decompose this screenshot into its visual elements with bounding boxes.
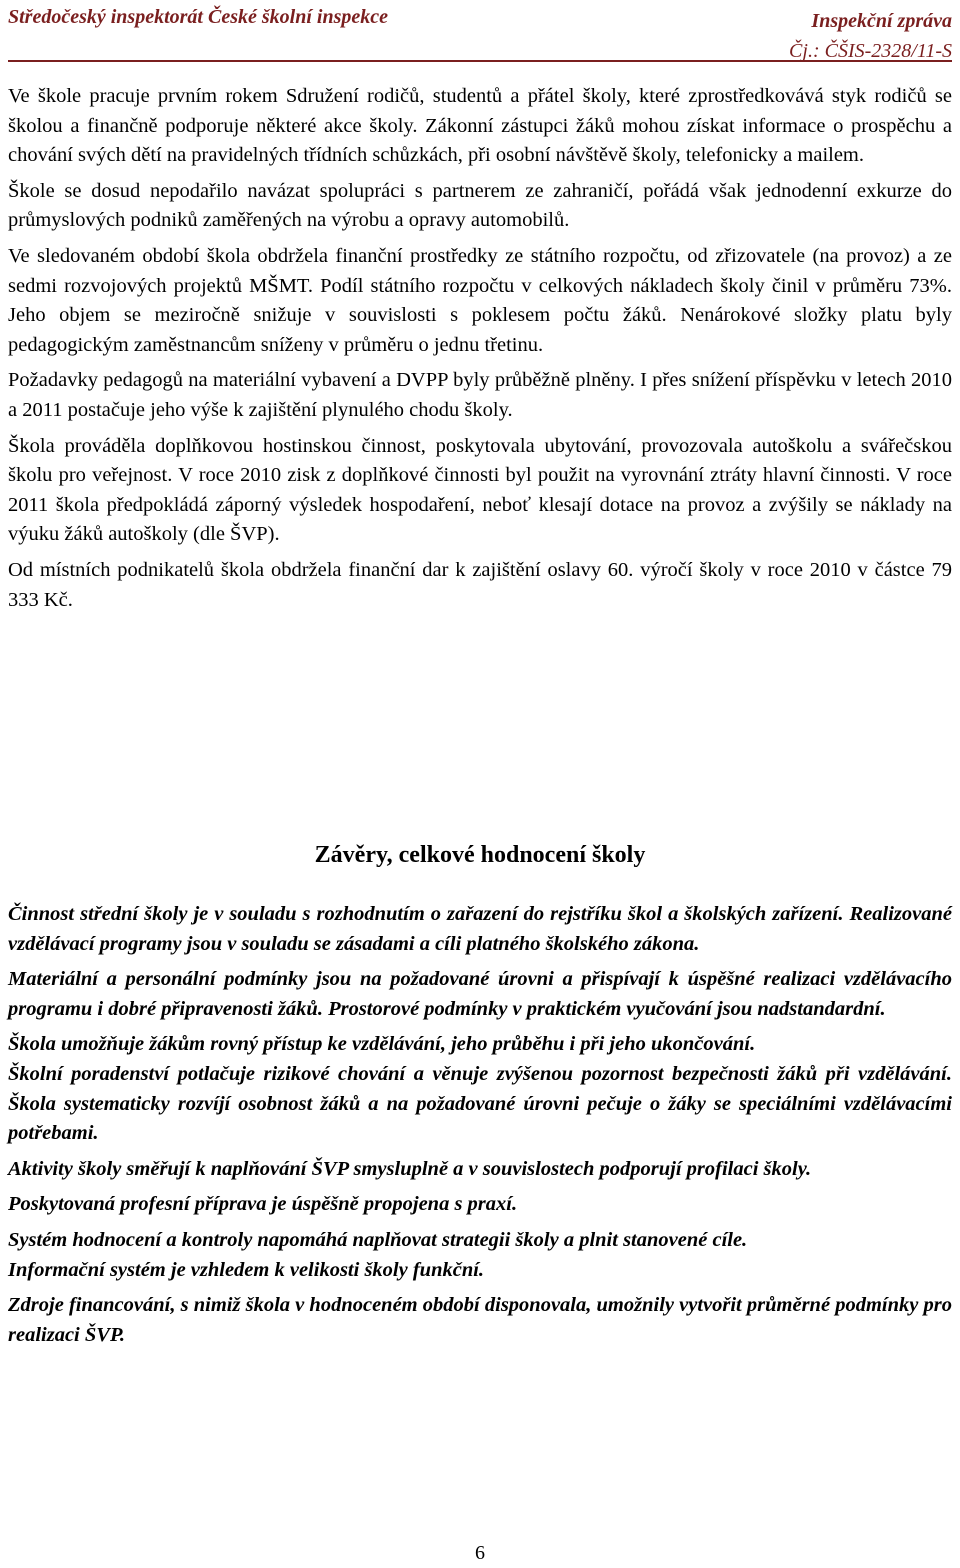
conclusions-heading: Závěry, celkové hodnocení školy — [314, 842, 646, 868]
paragraph-donation: Od místních podnikatelů škola obdržela finanční dar k zajištění oslavy 60. výročí školy v roce 2010 v částce 79 333 Kč. — [8, 558, 952, 611]
paragraph-financing: Ve sledovaném období škola obdržela finanční prostředky ze státního rozpočtu, od zřizovatele (na provoz) a ze sedmi rozvojových projektů MŠMT. Podíl státního rozpočtu v celkových nákladech školy činil v průměru 73%. Jeho objem se meziročně snižuje v souvislosti s poklesem počtu žáků. Nenárokové složky platu byly pedagogickým zaměstnancům sníženy v průměru o jednu třetinu. — [8, 244, 952, 356]
conclusion-item: Zdroje financování, s nimiž škola v hodnoceném období disponovala, umožnily vytvořit průměrné podmínky pro realizaci ŠVP. — [8, 1294, 952, 1346]
page-number: 6 — [475, 1542, 485, 1564]
header-reference-number: Čj.: ČŠIS-2328/11-S — [789, 40, 952, 62]
conclusion-item: Informační systém je vzhledem k velikosti školy funkční. — [8, 1258, 485, 1281]
header-report-info — [789, 6, 952, 66]
conclusion-item: Materiální a personální podmínky jsou na požadované úrovni a přispívají k úspěšné realizaci vzdělávacího programu i dobré připravenosti žáků. Prostorové podmínky v praktickém vyučování jsou nadstandardní. — [8, 968, 952, 1020]
conclusion-item: Systém hodnocení a kontroly napomáhá naplňovat strategii školy a plnit stanovené cíle. — [8, 1228, 748, 1251]
conclusion-item: Aktivity školy směřují k naplňování ŠVP smysluplně a v souvislostech podporují profilaci školy. — [8, 1157, 812, 1180]
conclusions-list — [8, 900, 952, 1356]
page-header — [8, 4, 952, 62]
paragraph-parents-association: Ve škole pracuje prvním rokem Sdružení rodičů, studentů a přátel školy, které zprostředkovává styk rodičů se školou a finančně podporuje některé akce školy. Zákonní zástupci žáků mohou získat informace o prospěchu a chování svých dětí na pravidelných třídních schůzkách, při osobní návštěvě školy, telefonicky a mailem. — [8, 85, 952, 167]
conclusion-item: Poskytovaná profesní příprava je úspěšně propojena s praxí. — [8, 1193, 518, 1216]
paragraph-equipment: Požadavky pedagogů na materiální vybavení a DVPP byly průběžně plněny. I přes snížení příspěvku v letech 2010 a 2011 postačuje jeho výše k zajištění plynulého chodu školy. — [8, 369, 952, 421]
paragraph-supplementary-activity: Škola prováděla doplňkovou hostinskou činnost, poskytovala ubytování, provozovala autoškolu a svářečskou školu pro veřejnost. V roce 2010 zisk z doplňkové činnosti byl použit na vyrovnání ztráty hlavní činnosti. V roce 2011 škola předpokládá záporný výsledek hospodaření, neboť klesají dotace na provoz a zvýšily se náklady na výuku žáků autoškoly (dle ŠVP). — [8, 434, 952, 546]
conclusion-item: Škola umožňuje žákům rovný přístup ke vzdělávání, jeho průběhu i při jeho ukončování. — [8, 1033, 756, 1056]
conclusion-item: Školní poradenství potlačuje rizikové chování a věnuje zvýšenou pozornost bezpečnosti žáků při vzdělávání. Škola systematicky rozvíjí osobnost žáků a na požadované úrovni pečuje o žáky se speciálními vzdělávacími potřebami. — [8, 1062, 952, 1145]
header-institution: Středočeský inspektorát České školní inspekce — [8, 6, 388, 28]
conclusion-item: Činnost střední školy je v souladu s rozhodnutím o zařazení do rejstříku škol a školských zařízení. Realizované vzdělávací programy jsou v souladu se zásadami a cíli platného školského zákona. — [8, 903, 952, 955]
paragraph-partnerships: Škole se dosud nepodařilo navázat spolupráci s partnerem ze zahraničí, pořádá však jednodenní exkurze do průmyslových podniků zaměřených na výrobu a opravy automobilů. — [8, 179, 952, 232]
header-report-title: Inspekční zpráva — [811, 10, 952, 32]
report-body — [8, 82, 952, 621]
